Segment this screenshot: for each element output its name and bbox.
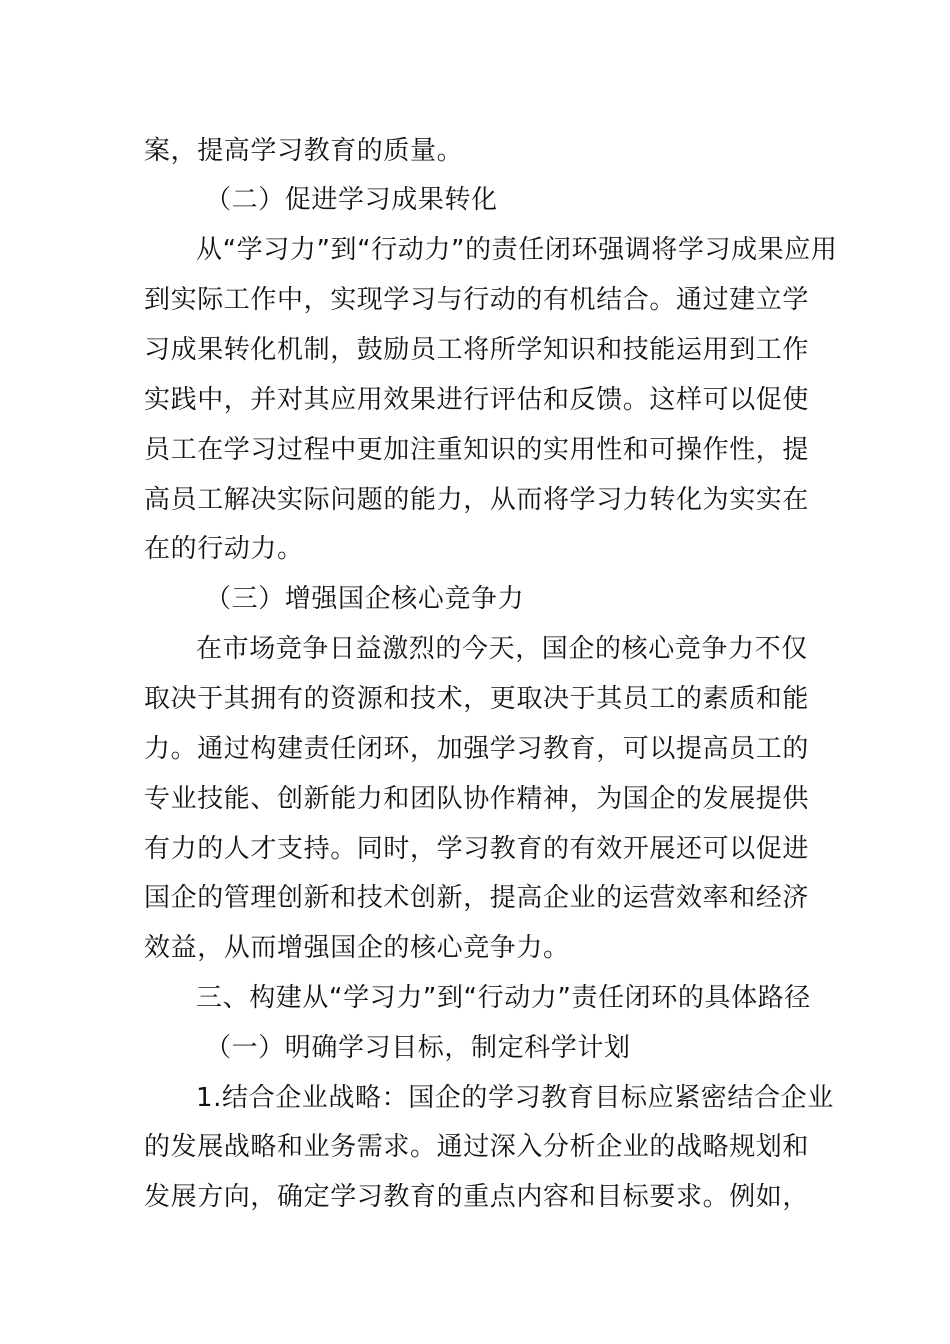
paragraph-line: 力。通过构建责任闭环，加强学习教育，可以提高员工的 [144, 734, 810, 764]
paragraph-line: 专业技能、创新能力和团队协作精神，为国企的发展提供 [144, 784, 810, 814]
paragraph-line: 发展方向，确定学习教育的重点内容和目标要求。例如， [144, 1182, 810, 1212]
paragraph-line: 员工在学习过程中更加注重知识的实用性和可操作性，提 [144, 435, 810, 465]
chapter-heading: 三、构建从“学习力”到“行动力”责任闭环的具体路径 [196, 983, 811, 1013]
paragraph-line: 实践中，并对其应用效果进行评估和反馈。这样可以促使 [144, 385, 810, 415]
paragraph-line: 习成果转化机制，鼓励员工将所学知识和技能运用到工作 [144, 335, 810, 365]
section-heading: （三）增强国企核心竞争力 [205, 584, 525, 614]
section-heading: （二）促进学习成果转化 [205, 185, 498, 215]
paragraph-line: 在的行动力。 [144, 534, 304, 564]
paragraph-line: 效益，从而增强国企的核心竞争力。 [144, 933, 570, 963]
paragraph-line: 从“学习力”到“行动力”的责任闭环强调将学习成果应用 [196, 235, 838, 265]
paragraph-line: 到实际工作中，实现学习与行动的有机结合。通过建立学 [144, 285, 810, 315]
paragraph-line: 取决于其拥有的资源和技术，更取决于其员工的素质和能 [144, 684, 810, 714]
paragraph-line: 案，提高学习教育的质量。 [144, 136, 464, 166]
paragraph-line: 高员工解决实际问题的能力，从而将学习力转化为实实在 [144, 485, 810, 515]
paragraph-line: 在市场竞争日益激烈的今天，国企的核心竞争力不仅 [196, 634, 808, 664]
paragraph-line: 的发展战略和业务需求。通过深入分析企业的战略规划和 [144, 1132, 810, 1162]
section-heading: （一）明确学习目标，制定科学计划 [205, 1033, 631, 1063]
paragraph-line: 有力的人才支持。同时，学习教育的有效开展还可以促进 [144, 834, 810, 864]
paragraph-line: 国企的管理创新和技术创新，提高企业的运营效率和经济 [144, 883, 810, 913]
paragraph-line: 1.结合企业战略：国企的学习教育目标应紧密结合企业 [196, 1083, 834, 1113]
